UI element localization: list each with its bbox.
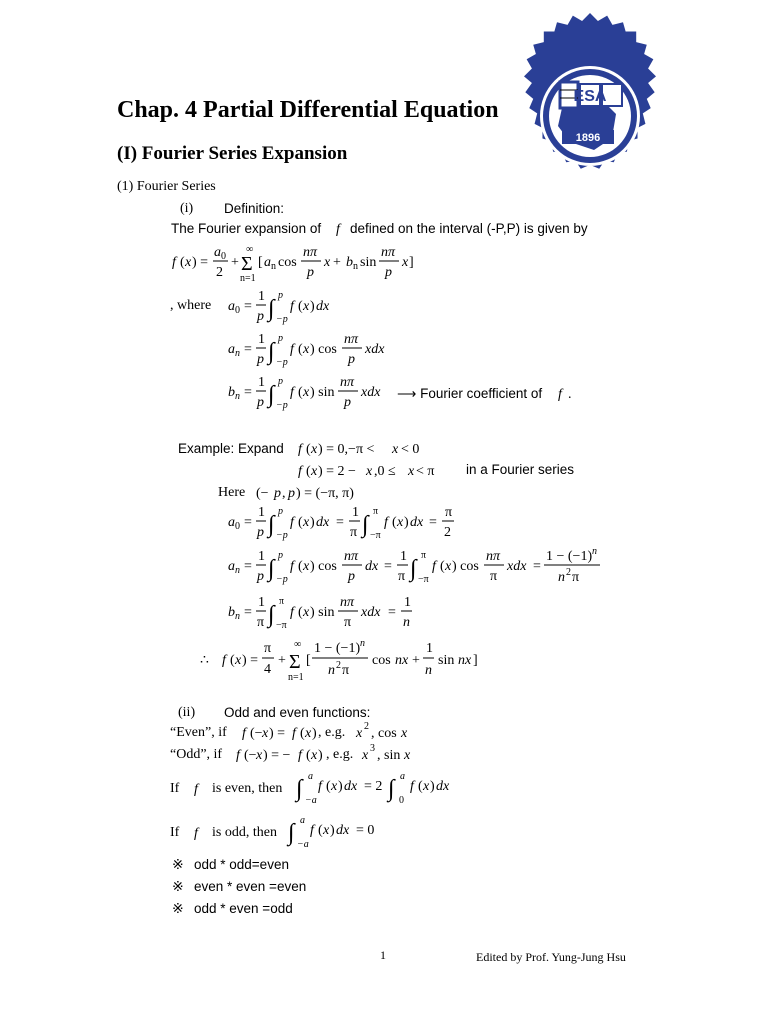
- eg-label-even: , e.g.: [318, 725, 346, 740]
- svg-text:∫: ∫: [268, 602, 275, 628]
- svg-text:1: 1: [258, 289, 265, 304]
- svg-text:f: f: [222, 653, 226, 668]
- svg-text:f: f: [298, 442, 302, 457]
- svg-text:x: x: [404, 748, 411, 763]
- svg-text:, sin: , sin: [377, 748, 401, 763]
- svg-text:∫: ∫: [288, 820, 295, 846]
- svg-text:(: (: [298, 515, 303, 530]
- svg-text:p: p: [278, 550, 283, 561]
- svg-text:π: π: [572, 570, 580, 585]
- svg-text:n: n: [235, 611, 240, 622]
- svg-text:+: +: [333, 255, 341, 270]
- f-symbol-2: [556, 383, 578, 403]
- svg-text:f: f: [194, 782, 198, 797]
- svg-text:∫: ∫: [410, 556, 417, 582]
- svg-text:) cos: ) cos: [452, 559, 479, 574]
- svg-text:dx: dx: [316, 299, 330, 314]
- svg-text:) cos: ) cos: [310, 559, 337, 574]
- svg-text:nx: nx: [458, 653, 472, 668]
- svg-text:b: b: [228, 605, 235, 620]
- svg-text:π: π: [264, 641, 272, 656]
- svg-text:x: x: [303, 559, 310, 574]
- svg-text:1: 1: [404, 595, 411, 610]
- svg-text:) sin: ) sin: [310, 385, 335, 400]
- svg-text:(: (: [318, 823, 323, 838]
- example-f1: [298, 438, 438, 458]
- svg-text:=: =: [336, 515, 344, 530]
- svg-text:f: f: [410, 779, 414, 794]
- svg-text:=: =: [388, 605, 396, 620]
- svg-text:+: +: [278, 653, 286, 668]
- page-number: 1: [380, 948, 386, 962]
- svg-text:.: .: [568, 387, 572, 402]
- svg-text:=: =: [533, 559, 541, 574]
- svg-text:, cos: , cos: [371, 726, 397, 741]
- svg-text:[: [: [258, 255, 263, 270]
- svg-text:x: x: [303, 605, 310, 620]
- svg-text:∫: ∫: [296, 776, 303, 802]
- svg-text:f: f: [242, 726, 246, 741]
- svg-text:) = 2 −: ) = 2 −: [318, 464, 356, 479]
- svg-text:nπ: nπ: [340, 375, 355, 390]
- svg-text:=: =: [384, 559, 392, 574]
- svg-text:x: x: [423, 779, 430, 794]
- svg-text:n: n: [360, 638, 365, 649]
- svg-text:1: 1: [258, 549, 265, 564]
- svg-text:xdx: xdx: [507, 559, 527, 574]
- bn-formula: [228, 374, 398, 416]
- svg-text:∫: ∫: [268, 339, 275, 365]
- fourier-series-formula: [172, 244, 442, 286]
- svg-text:p: p: [257, 569, 264, 584]
- svg-text:x: x: [408, 464, 415, 479]
- where-label: , where: [170, 298, 212, 313]
- example-label: Example: Expand: [178, 441, 284, 456]
- item-ii-label: Odd and even functions:: [224, 705, 371, 720]
- svg-text:p: p: [274, 486, 281, 501]
- svg-text:n: n: [425, 663, 432, 678]
- svg-text:n: n: [271, 261, 276, 272]
- svg-text:f: f: [290, 515, 294, 530]
- rule-mark: ※: [172, 880, 184, 895]
- svg-text:cos: cos: [278, 255, 297, 270]
- example-an: [228, 548, 608, 590]
- svg-text:,: ,: [282, 486, 286, 501]
- svg-text:(: (: [298, 559, 303, 574]
- svg-text:f: f: [318, 779, 322, 794]
- svg-text:n: n: [558, 570, 565, 585]
- svg-text:dx: dx: [316, 515, 330, 530]
- svg-text:(: (: [306, 442, 311, 457]
- svg-text:(: (: [298, 299, 303, 314]
- odd-label: “Odd”, if: [170, 747, 223, 762]
- svg-text:2: 2: [216, 265, 223, 280]
- svg-text:dx: dx: [365, 559, 379, 574]
- svg-text:1 − (−1): 1 − (−1): [546, 549, 593, 564]
- rule-even-even: even * even =even: [194, 879, 307, 894]
- svg-text:a: a: [228, 515, 235, 530]
- svg-text:x: x: [303, 515, 310, 530]
- svg-text:n: n: [235, 391, 240, 402]
- even-label: “Even”, if: [170, 725, 227, 740]
- svg-text:Σ: Σ: [241, 253, 253, 275]
- svg-text:x: x: [256, 748, 263, 763]
- svg-text:p: p: [278, 506, 283, 517]
- svg-text:p: p: [288, 486, 295, 501]
- svg-text:n: n: [235, 348, 240, 359]
- svg-text:π: π: [342, 663, 350, 678]
- svg-text:f: f: [290, 559, 294, 574]
- svg-text:p: p: [344, 395, 351, 410]
- svg-text:2: 2: [566, 567, 571, 578]
- svg-text:−p: −p: [276, 400, 288, 411]
- svg-text:1: 1: [258, 375, 265, 390]
- rule-odd-odd: odd * odd=even: [194, 857, 289, 872]
- svg-text:1: 1: [426, 641, 433, 656]
- svg-text:n: n: [592, 546, 597, 557]
- svg-text:π: π: [373, 506, 379, 517]
- svg-text:n=1: n=1: [240, 273, 256, 284]
- svg-text:f: f: [292, 726, 296, 741]
- page-title: Chap. 4 Partial Differential Equation: [117, 97, 499, 123]
- example-result: [200, 638, 500, 686]
- svg-text:x: x: [311, 748, 318, 763]
- svg-text:x: x: [392, 442, 399, 457]
- item-i-label: Definition:: [224, 201, 285, 216]
- svg-text:f: f: [558, 387, 562, 402]
- eg-label-odd: , e.g.: [326, 747, 354, 762]
- svg-text:x: x: [362, 748, 369, 763]
- svg-text:) =: ) =: [269, 726, 286, 741]
- svg-text:x: x: [324, 255, 331, 270]
- svg-text:f: f: [298, 464, 302, 479]
- item-i-number: (i): [180, 201, 194, 216]
- odd-examples: [362, 740, 442, 764]
- definition-text-b: defined on the interval (-P,P) is given by: [350, 221, 588, 236]
- svg-text:π: π: [279, 596, 285, 607]
- svg-text:< 0: < 0: [401, 442, 420, 457]
- svg-text:p: p: [257, 525, 264, 540]
- svg-text:1 − (−1): 1 − (−1): [314, 641, 361, 656]
- fourier-coefficient-note: ⟶ Fourier coefficient of: [397, 386, 543, 401]
- svg-text:= 2: = 2: [364, 779, 383, 794]
- svg-text:=: =: [244, 515, 252, 530]
- item-ii-number: (ii): [178, 705, 196, 720]
- svg-text:) = −: ) = −: [263, 748, 291, 763]
- svg-text:π: π: [445, 505, 453, 520]
- svg-text:n: n: [235, 565, 240, 576]
- rule-odd-even: odd * even =odd: [194, 901, 293, 916]
- svg-text:xdx: xdx: [361, 385, 381, 400]
- svg-text:=: =: [244, 342, 252, 357]
- svg-text:xdx: xdx: [365, 342, 385, 357]
- svg-text:∞: ∞: [246, 244, 254, 255]
- svg-text:f: f: [310, 823, 314, 838]
- svg-text:n: n: [353, 261, 358, 272]
- svg-text:x: x: [303, 342, 310, 357]
- svg-text:−π: −π: [418, 574, 429, 585]
- svg-text:a: a: [264, 255, 271, 270]
- odd-integral: [288, 814, 398, 854]
- svg-text:(: (: [440, 559, 445, 574]
- svg-text:π: π: [398, 569, 406, 584]
- svg-text:−a: −a: [297, 839, 309, 850]
- university-seal-logo: [522, 36, 658, 198]
- svg-text:=: =: [244, 559, 252, 574]
- svg-text:p: p: [257, 309, 264, 324]
- svg-text:∞: ∞: [294, 639, 302, 650]
- if-label-odd: If: [170, 825, 180, 840]
- svg-text:f: f: [298, 748, 302, 763]
- svg-text:(: (: [180, 255, 185, 270]
- svg-text:n=1: n=1: [288, 672, 304, 683]
- svg-text:x: x: [401, 726, 408, 741]
- svg-text:(: (: [306, 464, 311, 479]
- svg-text:f: f: [384, 515, 388, 530]
- svg-text:dx: dx: [410, 515, 424, 530]
- logo-letter-e: ESA: [573, 88, 607, 105]
- svg-text:+: +: [412, 653, 420, 668]
- svg-text:nπ: nπ: [381, 245, 396, 260]
- svg-text:f: f: [336, 222, 340, 237]
- svg-text:< π: < π: [416, 464, 435, 479]
- svg-text:) cos: ) cos: [310, 342, 337, 357]
- svg-text:π: π: [421, 550, 427, 561]
- svg-text:) = (−π, π): ) = (−π, π): [296, 486, 354, 501]
- svg-text:(: (: [298, 385, 303, 400]
- svg-text:(−: (−: [256, 486, 269, 501]
- svg-text:4: 4: [264, 662, 271, 677]
- svg-text:= 0: = 0: [356, 823, 375, 838]
- svg-text:(: (: [300, 726, 305, 741]
- svg-text:dx: dx: [436, 779, 450, 794]
- svg-text:(−: (−: [244, 748, 257, 763]
- svg-text:(: (: [230, 653, 235, 668]
- svg-text:∫: ∫: [268, 296, 275, 322]
- svg-text:x: x: [235, 653, 242, 668]
- svg-text:−π: −π: [370, 530, 381, 541]
- svg-text:(−: (−: [250, 726, 263, 741]
- svg-text:∫: ∫: [388, 776, 395, 802]
- svg-text:(: (: [418, 779, 423, 794]
- svg-text:nx: nx: [395, 653, 409, 668]
- svg-text:x: x: [305, 726, 312, 741]
- svg-text:1: 1: [400, 549, 407, 564]
- svg-text:a: a: [300, 815, 305, 826]
- subsection-heading: (1) Fourier Series: [117, 179, 216, 194]
- svg-text:∫: ∫: [268, 556, 275, 582]
- svg-text:x: x: [397, 515, 404, 530]
- svg-text:f: f: [432, 559, 436, 574]
- svg-text:3: 3: [370, 743, 375, 754]
- svg-text:x: x: [366, 464, 373, 479]
- svg-text:p: p: [348, 569, 355, 584]
- svg-text:nπ: nπ: [340, 595, 355, 610]
- is-odd-text: is odd, then: [212, 825, 277, 840]
- svg-text:p: p: [307, 265, 314, 280]
- svg-text:−p: −p: [276, 574, 288, 585]
- svg-text:p: p: [348, 352, 355, 367]
- svg-text:nπ: nπ: [344, 332, 359, 347]
- svg-text:[: [: [306, 653, 311, 668]
- here-label: Here: [218, 485, 246, 500]
- svg-text:a: a: [228, 559, 235, 574]
- logo-year: 1896: [575, 132, 601, 144]
- svg-text:∫: ∫: [268, 382, 275, 408]
- example-f2: [298, 460, 438, 480]
- f-symbol-odd: [192, 822, 206, 842]
- svg-text:): ): [338, 779, 343, 794]
- svg-text:−p: −p: [276, 314, 288, 325]
- svg-text:x: x: [356, 726, 363, 741]
- svg-text:x: x: [311, 442, 318, 457]
- svg-text:p: p: [278, 376, 283, 387]
- footer-credit: Edited by Prof. Yung-Jung Hsu: [476, 950, 626, 964]
- is-even-text: is even, then: [212, 781, 283, 796]
- svg-text:x: x: [303, 385, 310, 400]
- svg-text:1: 1: [258, 505, 265, 520]
- svg-text:−π: −π: [276, 620, 287, 631]
- svg-text:+: +: [231, 255, 239, 270]
- svg-text:∫: ∫: [362, 512, 369, 538]
- svg-text:1: 1: [258, 332, 265, 347]
- svg-text:2: 2: [364, 721, 369, 732]
- svg-text:(: (: [326, 779, 331, 794]
- svg-text:): ): [310, 515, 315, 530]
- svg-text:f: f: [290, 299, 294, 314]
- svg-text:(: (: [306, 748, 311, 763]
- svg-text:f: f: [172, 255, 176, 270]
- an-formula: [228, 331, 398, 373]
- even-integral: [296, 770, 456, 810]
- svg-text:a: a: [228, 342, 235, 357]
- svg-text:b: b: [346, 255, 353, 270]
- svg-text:f: f: [290, 342, 294, 357]
- svg-text:x: x: [303, 299, 310, 314]
- svg-text:π: π: [490, 569, 498, 584]
- svg-text:]: ]: [409, 255, 414, 270]
- svg-text:): ): [430, 779, 435, 794]
- svg-text:−p: −p: [276, 530, 288, 541]
- svg-text:p: p: [257, 395, 264, 410]
- even-examples: [356, 718, 436, 742]
- svg-text:2: 2: [444, 525, 451, 540]
- svg-text:a: a: [214, 245, 221, 260]
- f-symbol: [334, 218, 348, 238]
- svg-text:x: x: [311, 464, 318, 479]
- svg-text:) =: ) =: [192, 255, 209, 270]
- svg-text:nπ: nπ: [344, 549, 359, 564]
- example-bn: [228, 594, 428, 636]
- svg-text:nπ: nπ: [486, 549, 501, 564]
- svg-text:x: x: [185, 255, 192, 270]
- svg-text:nπ: nπ: [303, 245, 318, 260]
- svg-text:cos: cos: [372, 653, 391, 668]
- svg-text:=: =: [244, 299, 252, 314]
- svg-text:1: 1: [352, 505, 359, 520]
- if-label-even: If: [170, 781, 180, 796]
- svg-text:sin: sin: [438, 653, 455, 668]
- svg-text:=: =: [429, 515, 437, 530]
- svg-text:f: f: [236, 748, 240, 763]
- svg-text:a: a: [308, 771, 313, 782]
- svg-text:(: (: [298, 605, 303, 620]
- svg-text:x: x: [331, 779, 338, 794]
- svg-text:n: n: [328, 663, 335, 678]
- svg-text:π: π: [257, 615, 265, 630]
- svg-text:): ): [330, 823, 335, 838]
- svg-text:): ): [404, 515, 409, 530]
- svg-text:∫: ∫: [268, 512, 275, 538]
- svg-text:f: f: [290, 605, 294, 620]
- svg-text:sin: sin: [360, 255, 377, 270]
- svg-text:): ): [318, 748, 323, 763]
- svg-text:2: 2: [336, 660, 341, 671]
- svg-text:): ): [312, 726, 317, 741]
- svg-text:p: p: [257, 352, 264, 367]
- svg-text:x: x: [402, 255, 409, 270]
- svg-text:n: n: [403, 615, 410, 630]
- svg-text:f: f: [194, 826, 198, 841]
- svg-text:dx: dx: [336, 823, 350, 838]
- svg-text:a: a: [400, 771, 405, 782]
- svg-text:0: 0: [235, 305, 240, 316]
- svg-text:(: (: [298, 342, 303, 357]
- svg-text:1: 1: [258, 595, 265, 610]
- svg-text:p: p: [278, 290, 283, 301]
- svg-text:) =: ) =: [242, 653, 259, 668]
- svg-text:=: =: [244, 605, 252, 620]
- svg-text:b: b: [228, 385, 235, 400]
- svg-text:0: 0: [221, 251, 226, 262]
- svg-text:x: x: [323, 823, 330, 838]
- svg-text:p: p: [385, 265, 392, 280]
- svg-text:−a: −a: [305, 795, 317, 806]
- svg-text:=: =: [244, 385, 252, 400]
- interval-expression: [256, 482, 376, 502]
- svg-text:xdx: xdx: [361, 605, 381, 620]
- a0-formula: [228, 288, 368, 330]
- example-tail: in a Fourier series: [466, 462, 575, 477]
- svg-text:x: x: [262, 726, 269, 741]
- svg-text:∴: ∴: [200, 653, 209, 668]
- svg-text:π: π: [350, 525, 358, 540]
- svg-text:π: π: [344, 615, 352, 630]
- rule-mark: ※: [172, 858, 184, 873]
- f-symbol-even: [192, 778, 206, 798]
- svg-text:(: (: [392, 515, 397, 530]
- svg-text:) = 0,−π <: ) = 0,−π <: [318, 442, 375, 457]
- svg-text:Σ: Σ: [289, 651, 301, 673]
- section-heading: (I) Fourier Series Expansion: [117, 143, 348, 164]
- svg-text:0: 0: [235, 521, 240, 532]
- svg-text:,0 ≤: ,0 ≤: [374, 464, 396, 479]
- example-a0: [228, 504, 468, 546]
- svg-text:0: 0: [399, 795, 404, 806]
- svg-text:a: a: [228, 299, 235, 314]
- svg-text:dx: dx: [344, 779, 358, 794]
- svg-text:x: x: [445, 559, 452, 574]
- svg-text:) sin: ) sin: [310, 605, 335, 620]
- svg-text:f: f: [290, 385, 294, 400]
- rule-mark: ※: [172, 902, 184, 917]
- svg-text:): ): [310, 299, 315, 314]
- definition-text-a: The Fourier expansion of: [171, 221, 322, 236]
- svg-text:p: p: [278, 333, 283, 344]
- svg-text:−p: −p: [276, 357, 288, 368]
- svg-text:]: ]: [473, 653, 478, 668]
